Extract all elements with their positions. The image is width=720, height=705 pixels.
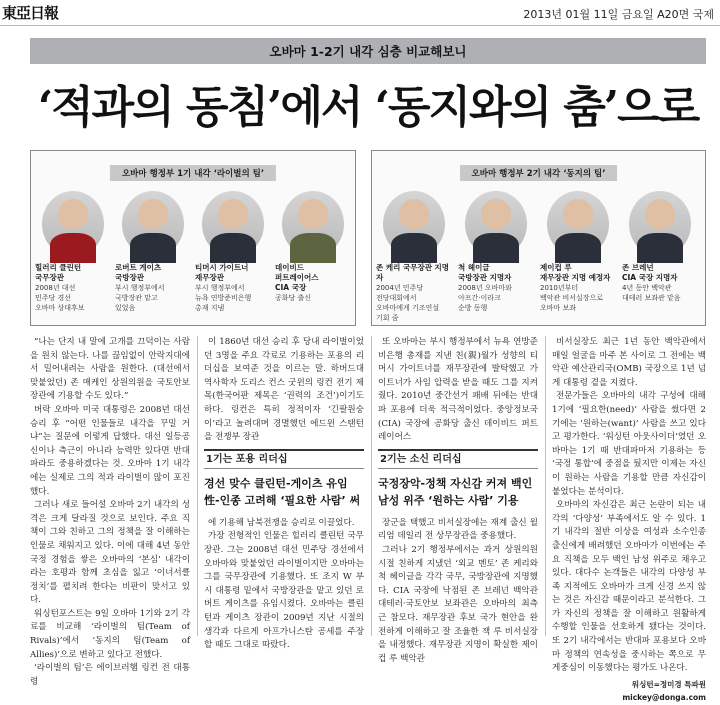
newspaper-logo: 東亞日報 [2,4,59,22]
panel-first-term-title: 오바마 행정부 1기 내각 ‘라이벌의 팀’ [110,165,276,181]
panel-second-term-title: 오바마 행정부 2기 내각 ‘동지의 팀’ [460,165,618,181]
person-name: 로버트 게이츠 국방장관 [115,263,162,282]
person-desc: 4년 동안 백악관 대테러 보좌관 맡음 [622,284,681,302]
paragraph: 버락 오바마 미국 대통령은 2008년 대선 승리 후 “어떤 인물들로 내각을 꾸밀 거냐”는 질문에 이렇게 답했다. 대선 일등공신이나 측근이 아니라 능력만 있다면 반대파라도 중용하겠다는 것. 오바마 1기 내각에는 실제로 그의 적과 라이벌이 많이 포진했다. [30,404,190,497]
paragraph: 또 오바마는 부시 행정부에서 뉴욕 연방준비은행 총재를 지낸 친(親)월가 성향의 티머시 가이트너를 재무장관에 발탁했고 가이트너가 사임 압력을 받을 때도 그를 지켜줬다. 2010년 중간선거 패배 뒤에는 반대파 포용에 더욱 적극적이었다. 중앙정보국(CIA) 국장에 공화당 출신 데이비드 퍼트레이어스 [378,337,538,443]
paragraph: 이 1860년 대선 승리 후 당내 라이벌이었던 3명을 주요 각료로 기용하는 포용의 리더십을 보여준 것을 이르는 말. 하버드대 역사학자 도리스 컨스 굿윈의 링컨 전기 제목(한국어판 제목은 ‘권력의 조건’)이기도 하다. 링컨은 특히 정적이자 ‘긴팔원숭이’라고 놀려대며 경멸했던 에드윈 스탠턴을 전쟁부 장관 [204,337,364,443]
person-name: 제이컵 루 재무장관 지명 예정자 [540,263,611,282]
person-card [195,191,271,313]
person-desc: 2004년 민주당 전당대회에서 오바마에게 기조연설 기회 줌 [376,284,440,322]
column-divider [545,336,546,636]
person-card [376,191,452,323]
subhead-bar: 1기는 포용 리더십 [204,449,364,469]
article-column-2 [204,336,364,651]
portrait-photo [42,191,104,257]
person-name: 척 헤이글 국방장관 지명자 [458,263,512,282]
person-card [35,191,111,313]
article-column-4 [552,336,706,703]
dateline: 2013년 01월 11일 금요일 A20면 국제 [523,8,714,21]
person-card [622,191,698,303]
portrait-photo [465,191,527,257]
person-name: 힐러리 클린턴 국무장관 [35,263,82,282]
paragraph: 가장 전형적인 인물은 힐러리 클린턴 국무장관. 그는 2008년 대선 민주당 경선에서 오바마와 맞붙었던 라이벌이지만 오바마는 그를 국무장관에 기용했다. 또 조지 W 부시 대통령 밑에서 국방장관을 맡고 있던 로버트 게이츠를 유임시켰다. 오바마는 클린턴과 게이츠 장관이 2009년 지난 시절의 생각과 다르게 아프가니스탄 공세를 주장할 때도 그대로 따랐다. [204,531,364,651]
paragraph: 오바마의 자신감은 최근 논란이 되는 내각의 ‘다양성’ 부족에서도 알 수 있다. 1기 내각의 절반 이상을 여성과 소수인종 출신에게 배려했던 오바마가 이번에는 주요 직책을 모두 백인 남성 위주로 채우고 있다. 대다수 논객들은 내각의 다양성 부족 지적에도 오바마가 크게 신경 쓰지 않는 것은 자신감 때문이라고 분석한다. 그가 자신의 정책을 잘 이해하고 원활하게 수행할 인물을 선호하게 됐다는 것이다. 또 2기 내각에서는 반대파 포용보다 오바마 정책의 연속성을 중시하는 쪽으로 무게중심이 이동했다는 평가도 나온다. [552,500,706,674]
masthead [0,0,720,26]
person-card [458,191,534,313]
person-card [115,191,191,313]
person-desc: 부시 행정부에서 국방장관 맡고 있었음 [115,284,165,312]
column-divider [197,336,198,636]
portrait-photo [383,191,445,257]
column-divider [371,336,372,636]
panel-second-term [371,150,706,326]
person-desc: 2008년 대선 민주당 경선 오바마 상대후보 [35,284,85,312]
paragraph: 워싱턴포스트는 9일 오바마 1기와 2기 각료를 비교해 ‘라이벌의 팀(Team of Rivals)’에서 ‘동지의 팀(Team of Allies)’으로 변하고 있다고 전했다. [30,608,190,660]
person-card [540,191,616,313]
paragraph: ‘라이벌의 팀’은 에이브러햄 링컨 전 대통령 [30,663,190,687]
portrait-photo [547,191,609,257]
paragraph: 전문가들은 오바마의 내각 구성에 대해 1기에 ‘필요한(need)’ 사람을 썼다면 2기에는 ‘원하는(want)’ 사람을 쓰고 있다고 평가한다. ‘워싱턴 아웃사이더’였던 오바마는 1기 때 반대파마저 기용하는 등 ‘국정 통합’에 중점을 뒀지만 이제는 자신이 원하는 사람을 기용할 만큼 자신감이 붙었다는 분석이다. [552,391,706,497]
paragraph: 비서실장도 최근 1년 동안 백악관에서 매일 얼굴을 마주 본 사이로 그 전에는 백악관 예산관리국(OMB) 국장으로 1년 넘게 대통령 곁을 지켰다. [552,337,706,388]
paragraph: 그러나 새로 들어설 오바마 2기 내각의 성격은 크게 달라질 것으로 보인다. 주요 직책이 그와 친하고 그의 정책을 잘 이해하는 인물로 채워지고 있다. 이에 대해 4년 동안 국정 경험을 쌓은 오바마의 ‘본심’ 내각이라는 호평과 함께 초심을 잃고 ‘이너서클 정치’를 펼치려 한다는 비판이 맞서고 있다. [30,500,190,606]
paragraph: 장군을 택했고 비서실장에는 재계 출신 윌리엄 데일리 전 상무장관을 중용했다. [378,517,538,542]
person-card [275,191,351,303]
person-desc: 2008년 오바마와 아프간·이라크 순방 동행 [458,284,512,312]
article-column-1 [30,336,190,687]
person-desc: 부시 행정부에서 뉴욕 연방준비은행 총재 지냄 [195,284,252,312]
person-name: 존 케리 국무장관 지명자 [376,263,450,282]
paragraph: “나는 단지 내 말에 고개를 끄덕이는 사람을 원치 않는다. 나를 끊임없이 안락지대에서 밀어내려는 사람을 원한다. (대선에서 맞붙었던) 존 매케인 상원의원을 국토안보장관에 기용할 수도 있다.” [30,337,190,402]
section-bar [30,38,706,64]
byline: 워싱턴=정미경 특파원 mickey@donga.com [622,679,706,703]
panel-first-term [30,150,356,326]
article-column-3 [378,336,538,664]
headline: ‘적과의 동침’에서 ‘동지와의 춤’으로 [37,82,699,133]
person-name: 데이비드 퍼트레이어스 CIA 국장 [275,263,319,292]
person-desc: 2010년부터 백악관 비서실장으로 오바마 보좌 [540,284,604,312]
portrait-photo [282,191,344,257]
paragraph: 그러나 2기 행정부에서는 과거 상원의원 시절 친하게 지냈던 ‘외교 멘토’ 존 케리와 척 헤이글을 각각 국무, 국방장관에 지명했다. CIA 국장에 낙점된 존 브레넌 백악관 대테러·국토안보 보좌관은 오바마의 최측근 참모다. 재무장관 후보 국가 현안을 완전하게 이해하고 잘 조율한 잭 루 비서실장을 내정했다. 재무장관 지명이 확실한 제이컵 루 백악관 [378,544,538,664]
person-name: 존 브레넌 CIA 국장 지명자 [622,263,678,282]
person-name: 티머시 가이트너 재무장관 [195,263,249,282]
paragraph: 에 기용해 남북전쟁을 승리로 이끌었다. [208,517,355,528]
subhead-bar: 2기는 소신 리더십 [378,449,538,469]
person-desc: 공화당 출신 [275,294,312,302]
subhead-text: 경선 맞수 클린턴-게이츠 유임 性-인종 고려해 ‘필요한 사람’ 써 [204,476,361,507]
portrait-photo [629,191,691,257]
section-bar-text: 오바마 1-2기 내각 심층 비교해보니 [269,44,467,59]
portrait-photo [202,191,264,257]
portrait-photo [122,191,184,257]
subhead-text: 국정장악-정책 자신감 커져 백인 남성 위주 ‘원하는 사람’ 기용 [378,476,533,507]
